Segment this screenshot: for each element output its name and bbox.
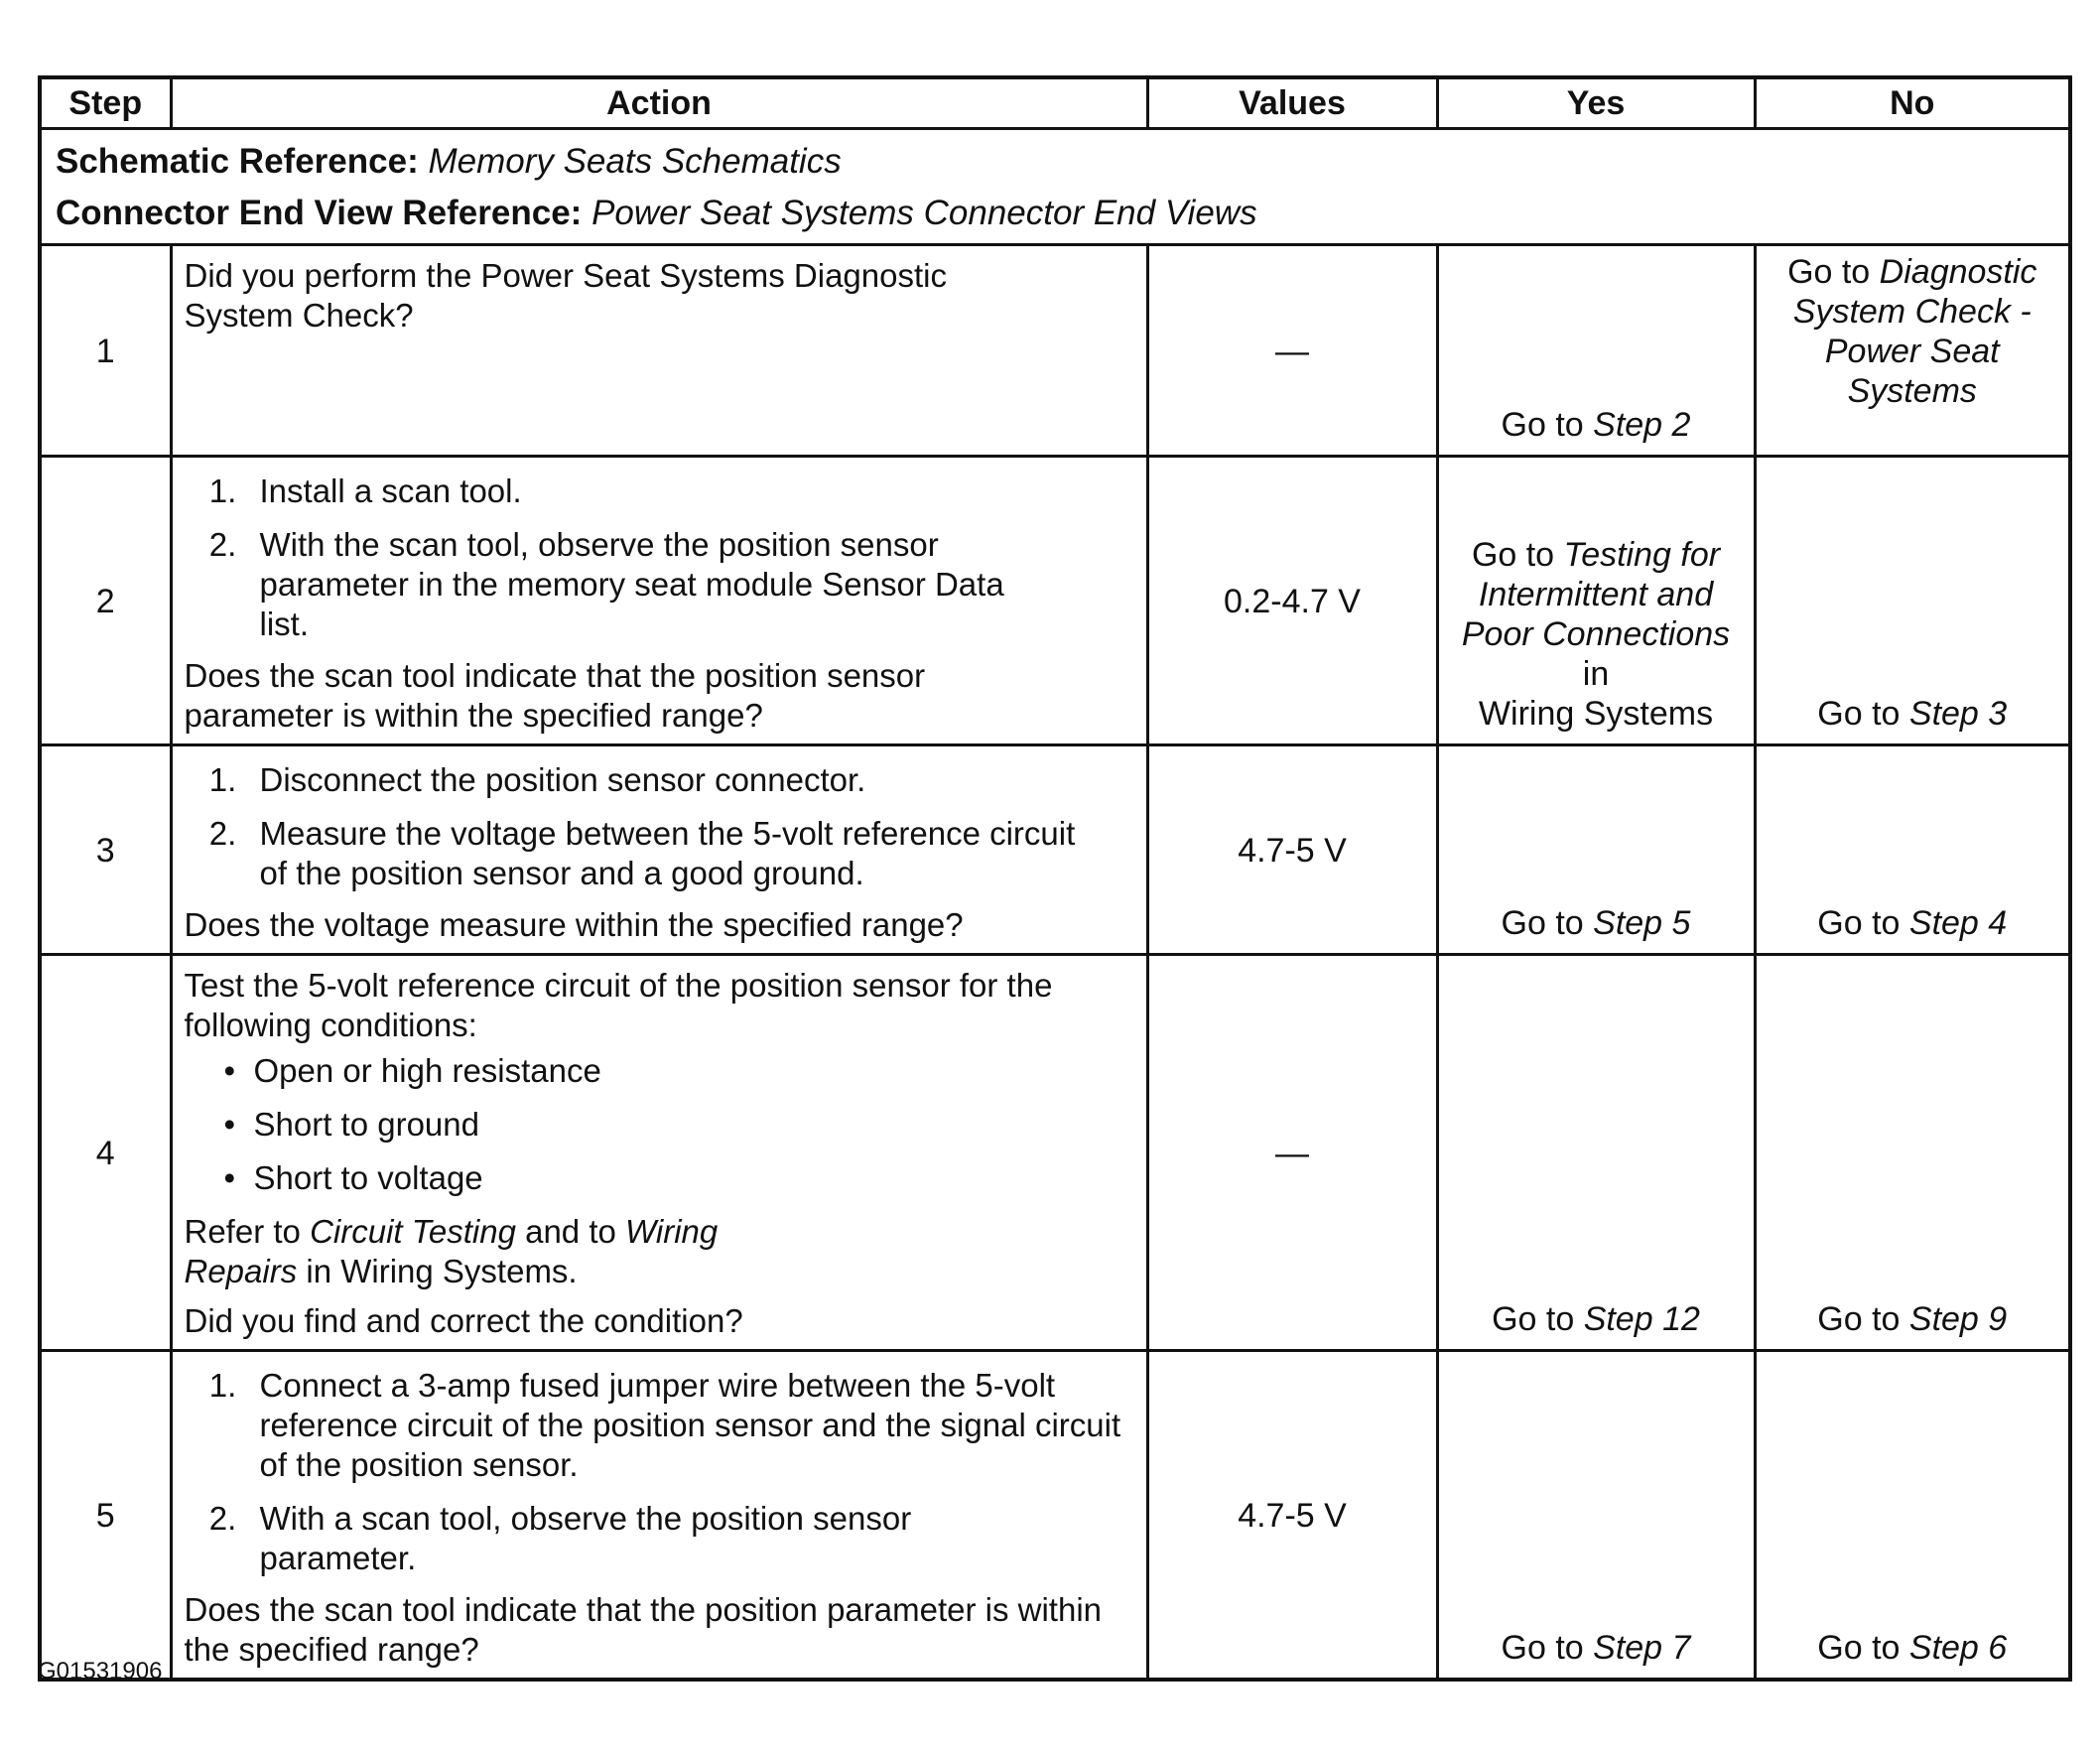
refer-text: Refer to	[184, 1213, 311, 1250]
yes-suffix-in: in	[1582, 655, 1610, 693]
step-number: 5	[40, 1351, 171, 1681]
action-step-item: 2. With a scan tool, observe the position sensor parameter.	[246, 1499, 1124, 1578]
action-question: Did you find and correct the condition?	[184, 1302, 743, 1339]
yes-prefix: Go to	[1471, 536, 1564, 574]
table-row-step-5	[40, 1351, 2070, 1681]
header-step: Step	[40, 77, 171, 129]
header-action: Action	[171, 77, 1147, 129]
action-steps	[185, 760, 1134, 893]
table-row-step-1	[40, 245, 2070, 457]
header-no: No	[1755, 77, 2070, 129]
schematic-reference-link[interactable]: Memory Seats Schematics	[428, 142, 842, 181]
no-cell	[1755, 245, 2070, 457]
action-refer	[185, 1212, 1134, 1291]
header-yes: Yes	[1437, 77, 1755, 129]
step-number: 4	[40, 955, 171, 1351]
value-cell: 4.7-5 V	[1147, 745, 1437, 955]
yes-suffix-section: Wiring Systems	[1478, 695, 1714, 733]
action-cell	[171, 457, 1147, 745]
reference-cell	[40, 129, 2070, 245]
diagnostic-table	[38, 75, 2072, 1682]
condition-item: • Open or high resistance	[246, 1051, 1134, 1091]
schematic-reference	[56, 136, 2054, 188]
no-cell	[1755, 457, 2070, 745]
no-prefix: Go to	[1817, 1300, 1909, 1338]
action-cell	[171, 745, 1147, 955]
no-cell	[1755, 955, 2070, 1351]
action-question: Does the scan tool indicate that the position sensor parameter is within the specified range?	[184, 657, 926, 734]
connector-reference-label: Connector End View Reference:	[56, 194, 583, 232]
condition-item: • Short to voltage	[246, 1158, 1134, 1198]
no-link[interactable]: Step 4	[1908, 904, 2008, 942]
yes-link[interactable]: Step 2	[1593, 406, 1691, 444]
action-text: Did you perform the Power Seat Systems Diagnostic System Check?	[184, 257, 947, 334]
header-values: Values	[1147, 77, 1437, 129]
yes-prefix: Go to	[1492, 1300, 1584, 1338]
no-cell	[1755, 1351, 2070, 1681]
no-prefix: Go to	[1817, 695, 1909, 733]
action-step-item: 1. Connect a 3-amp fused jumper wire between the 5-volt reference circuit of the position sensor and the signal circuit of the position sensor.	[246, 1366, 1124, 1485]
action-step-item: 1. Install a scan tool.	[246, 472, 1035, 511]
action-step-item: 1. Disconnect the position sensor connector.	[246, 760, 1095, 800]
step-number: 2	[40, 457, 171, 745]
yes-link[interactable]: Testing for Intermittent and Poor Connections	[1461, 536, 1731, 653]
condition-item: • Short to ground	[246, 1105, 1134, 1145]
table-row-step-3	[40, 745, 2070, 955]
yes-cell	[1437, 457, 1755, 745]
yes-cell	[1437, 745, 1755, 955]
action-cell	[171, 955, 1147, 1351]
no-link[interactable]: Step 9	[1908, 1300, 2008, 1338]
figure-id: G01531906	[38, 1658, 163, 1685]
condition-list	[185, 1051, 1134, 1198]
no-cell	[1755, 745, 2070, 955]
connector-reference-link[interactable]: Power Seat Systems Connector End Views	[591, 194, 1257, 232]
value-cell: —	[1147, 955, 1437, 1351]
yes-prefix: Go to	[1501, 406, 1594, 444]
value-cell: —	[1147, 245, 1437, 457]
action-question: Does the voltage measure within the specified range?	[184, 906, 964, 943]
action-step-item: 2. With the scan tool, observe the position sensor parameter in the memory seat module Sensor Data list.	[246, 525, 1035, 644]
action-step-item: 2. Measure the voltage between the 5-volt reference circuit of the position sensor and a good ground.	[246, 814, 1095, 893]
yes-prefix: Go to	[1501, 904, 1594, 942]
action-cell	[171, 1351, 1147, 1681]
circuit-testing-link[interactable]: Circuit Testing	[310, 1213, 516, 1250]
action-intro: Test the 5-volt reference circuit of the position sensor for the following conditions:	[184, 967, 1053, 1043]
connector-reference	[56, 188, 2054, 239]
step-number: 3	[40, 745, 171, 955]
no-prefix: Go to	[1817, 1629, 1909, 1667]
yes-link[interactable]: Step 12	[1583, 1300, 1700, 1338]
value-cell: 4.7-5 V	[1147, 1351, 1437, 1681]
no-prefix: Go to	[1787, 253, 1880, 291]
yes-prefix: Go to	[1501, 1629, 1594, 1667]
yes-cell	[1437, 1351, 1755, 1681]
no-link[interactable]: Diagnostic System Check - Power Seat Systems	[1792, 253, 2037, 410]
value-cell: 0.2-4.7 V	[1147, 457, 1437, 745]
header-row	[40, 77, 2070, 129]
wiring-repairs-link[interactable]: Wiring Repairs	[184, 1213, 719, 1289]
reference-row	[40, 129, 2070, 245]
action-steps	[185, 472, 1134, 644]
yes-cell	[1437, 955, 1755, 1351]
refer-text: and to	[515, 1213, 626, 1250]
action-steps	[185, 1366, 1134, 1578]
yes-link[interactable]: Step 7	[1593, 1629, 1691, 1667]
step-number: 1	[40, 245, 171, 457]
no-prefix: Go to	[1817, 904, 1909, 942]
no-link[interactable]: Step 6	[1908, 1629, 2008, 1667]
schematic-reference-label: Schematic Reference:	[56, 142, 419, 181]
action-cell	[171, 245, 1147, 457]
action-question: Does the scan tool indicate that the position parameter is within the specified range?	[184, 1591, 1103, 1668]
refer-text: in Wiring Systems.	[297, 1253, 578, 1289]
yes-cell	[1437, 245, 1755, 457]
table-row-step-4	[40, 955, 2070, 1351]
diagnostic-table-container	[38, 75, 2068, 1682]
yes-link[interactable]: Step 5	[1593, 904, 1691, 942]
no-link[interactable]: Step 3	[1908, 695, 2008, 733]
table-row-step-2	[40, 457, 2070, 745]
